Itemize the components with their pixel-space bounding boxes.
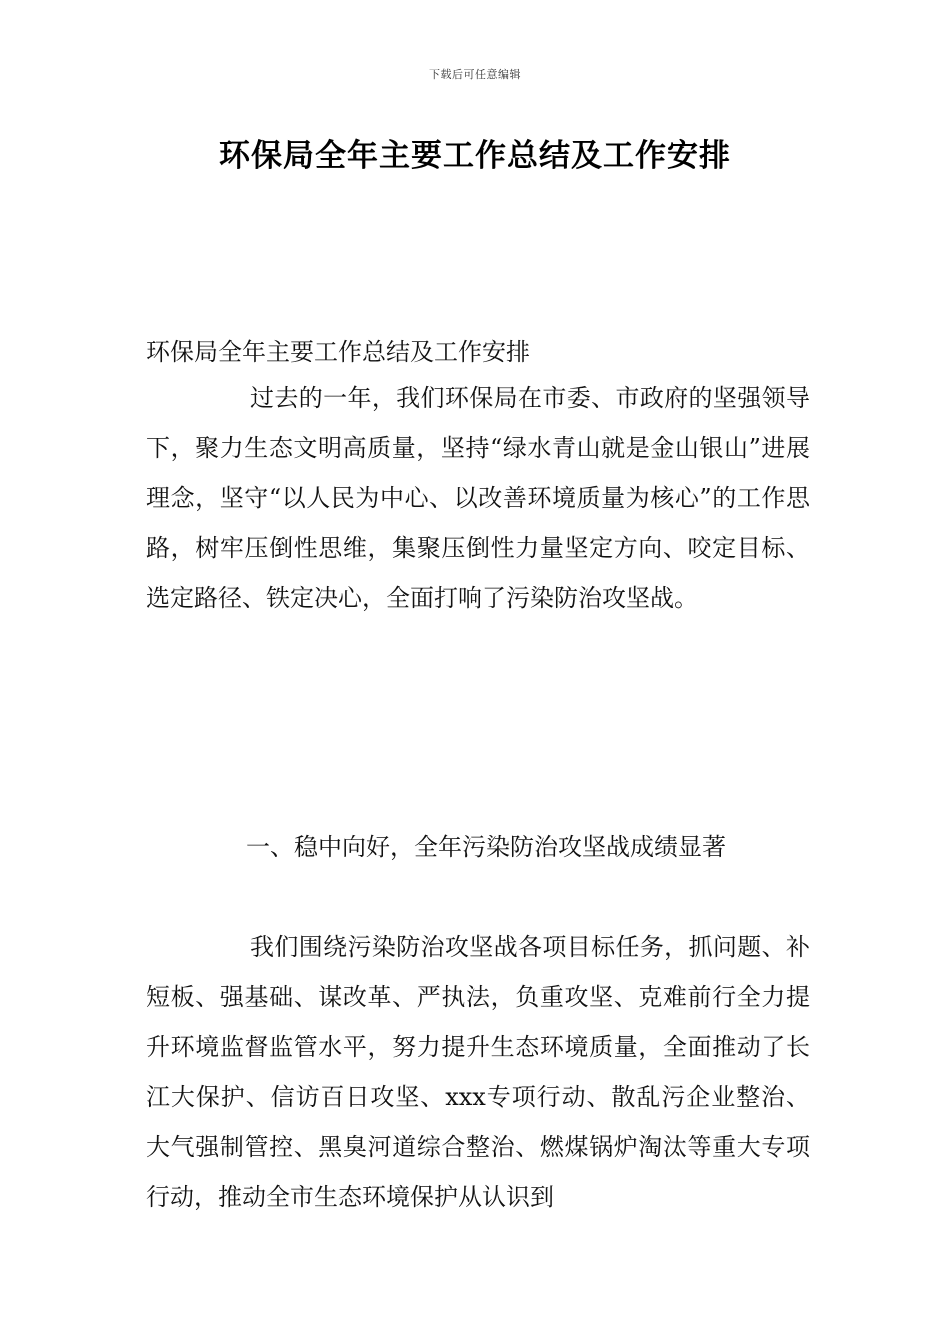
document-subtitle: 环保局全年主要工作总结及工作安排 [146,338,530,366]
paragraph-section-1: 我们围绕污染防治攻坚战各项目标任务，抓问题、补短板、强基础、谋改革、严执法，负重攻坚、克难前行全力提升环境监督监管水平，努力提升生态环境质量，全面推动了长江大保护、信访百日攻坚、xxx专项行动、散乱污企业整治、大气强制管控、黑臭河道综合整治、燃煤锅炉淘汰等重大专项行动，推动全市生态环境保护从认识到 [146,933,810,1211]
document-title: 环保局全年主要工作总结及工作安排 [219,138,731,174]
paragraph-intro: 过去的一年，我们环保局在市委、市政府的坚强领导下，聚力生态文明高质量，坚持“绿水青山就是金山银山”进展理念，坚守“以人民为中心、以改善环境质量为核心”的工作思路，树牢压倒性思维，集聚压倒性力量坚定方向、咬定目标、选定路径、铁定决心，全面打响了污染防治攻坚战。 [146,384,810,612]
header-note: 下载后可任意编辑 [429,68,521,81]
section-heading-1: 一、稳中向好，全年污染防治攻坚战成绩显著 [246,833,726,861]
